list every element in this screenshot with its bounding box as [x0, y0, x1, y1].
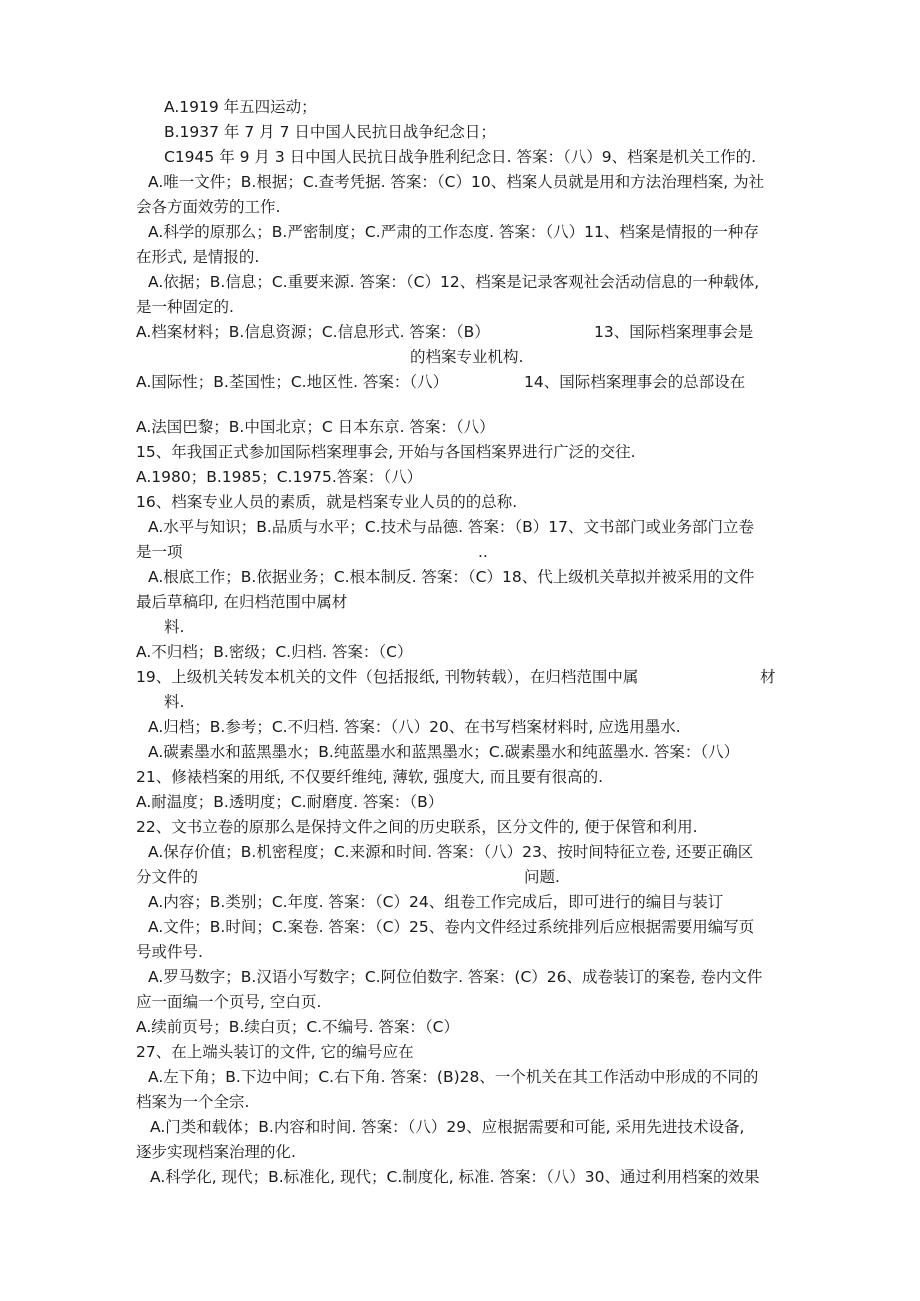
- text-line: 料.: [164, 693, 185, 711]
- text-line: 21、修裱档案的用纸, 不仅要纤维纯, 薄软, 强度大, 而且要有很高的.: [136, 768, 604, 786]
- text-line: A.内容；B.类别；C.年度. 答案：（C）24、组卷工作完成后，即可进行的编目与装订: [148, 893, 724, 911]
- text-line: A.1919 年五四运动；: [164, 98, 317, 116]
- text-line: 在形式, 是情报的.: [136, 248, 260, 266]
- text-line: A.碳素墨水和蓝黑墨水；B.纯蓝墨水和蓝黑墨水；C.碳素墨水和纯蓝墨水. 答案：（八）: [148, 743, 740, 761]
- text-line: 材: [760, 668, 776, 686]
- text-line: A.续前页号；B.续白页；C.不编号. 答案：（C）: [136, 1018, 459, 1036]
- text-line: 应一面编一个页号, 空白页.: [136, 993, 322, 1011]
- text-line: A.科学化, 现代；B.标准化, 现代；C.制度化, 标准. 答案：（八）30、通过利用档案的效果: [150, 1168, 760, 1186]
- text-line: A.依据；B.信息；C.重要来源. 答案：（C）12、档案是记录客观社会活动信息的一种载体,: [148, 273, 760, 291]
- text-line: A.不归档；B.密级；C.归档. 答案：（C）: [136, 643, 413, 661]
- text-line: A.保存价值；B.机密程度；C.来源和时间. 答案：（八）23、按时间特征立卷, 还要正确区: [148, 843, 754, 861]
- text-line: 16、档案专业人员的素质，就是档案专业人员的的总称.: [136, 493, 518, 511]
- text-line: 13、国际档案理事会是: [594, 323, 754, 341]
- text-line: A.罗马数字；B.汉语小写数字；C.阿位伯数字. 答案：(C）26、成卷装订的案卷, 卷内文件: [148, 968, 763, 986]
- text-line: 是一项: [136, 543, 183, 561]
- text-line: A.左下角；B.下边中间；C.右下角. 答案：(B)28、一个机关在其工作活动中形成的不同的: [148, 1068, 759, 1086]
- text-line: A.归档；B.参考；C.不归档. 答案：（八）20、在书写档案材料时, 应选用墨水.: [148, 718, 681, 736]
- text-line: A.法国巴黎；B.中国北京；C 日本东京. 答案：（八）: [136, 418, 495, 436]
- text-line: 号或件号.: [136, 943, 203, 961]
- text-line: 会各方面效劳的工作.: [136, 198, 281, 216]
- text-line: A.科学的原那么；B.严密制度；C.严肃的工作态度. 答案：（八）11、档案是情报的一种存: [148, 223, 759, 241]
- text-line: A.1980；B.1985；C.1975.答案：（八）: [136, 468, 423, 486]
- text-line: B.1937 年 7 月 7 日中国人民抗日战争纪念日；: [164, 123, 496, 141]
- text-line: 最后草稿印, 在归档范围中属材: [136, 593, 348, 611]
- text-line: A.唯一文件；B.根据；C.查考凭据. 答案：（C）10、档案人员就是用和方法治理档案, 为社: [148, 173, 765, 191]
- text-line: 27、在上端头装订的文件, 它的编号应在: [136, 1043, 414, 1061]
- text-line: ..: [478, 543, 488, 561]
- text-line: 14、国际档案理事会的总部设在: [524, 373, 746, 391]
- text-line: C1945 年 9 月 3 日中国人民抗日战争胜利纪念日. 答案：（八）9、档案是机关工作的.: [164, 148, 757, 166]
- text-line: 的档案专业机构.: [410, 348, 524, 366]
- text-line: 逐步实现档案治理的化.: [136, 1143, 296, 1161]
- text-line: 15、年我国正式参加国际档案理事会, 开始与各国档案界进行广泛的交往.: [136, 443, 636, 461]
- text-line: 19、上级机关转发本机关的文件（包括报纸, 刊物转载），在归档范围中属: [136, 668, 639, 686]
- text-line: 分文件的: [136, 868, 199, 886]
- text-line: 档案为一个全宗.: [136, 1093, 250, 1111]
- text-line: A.国际性；B.荃国性；C.地区性. 答案：（八）: [136, 373, 449, 391]
- text-line: A.耐温度；B.透明度；C.耐磨度. 答案：（B）: [136, 793, 444, 811]
- text-line: A.水平与知识；B.品质与水平；C.技术与品德. 答案：（B）17、文书部门或业务部门立卷: [148, 518, 755, 536]
- text-line: A.根底工作；B.依据业务；C.根本制反. 答案：（C）18、代上级机关草拟并被采用的文件: [148, 568, 755, 586]
- text-line: 料.: [164, 618, 185, 636]
- text-line: 是一种固定的.: [136, 298, 234, 316]
- text-line: A.门类和载体；B.内容和时间. 答案：（八）29、应根据需要和可能, 采用先进技术设备,: [150, 1118, 745, 1136]
- text-line: 22、文书立卷的原那么是保持文件之间的历史联系，区分文件的, 便于保管和利用.: [136, 818, 698, 836]
- text-line: A.文件；B.时间；C.案卷. 答案：（C）25、卷内文件经过系统排列后应根据需要用编写页: [148, 918, 755, 936]
- text-line: A.档案材料；B.信息资源；C.信息形式. 答案：（B）: [136, 323, 490, 341]
- text-line: 问题.: [524, 868, 560, 886]
